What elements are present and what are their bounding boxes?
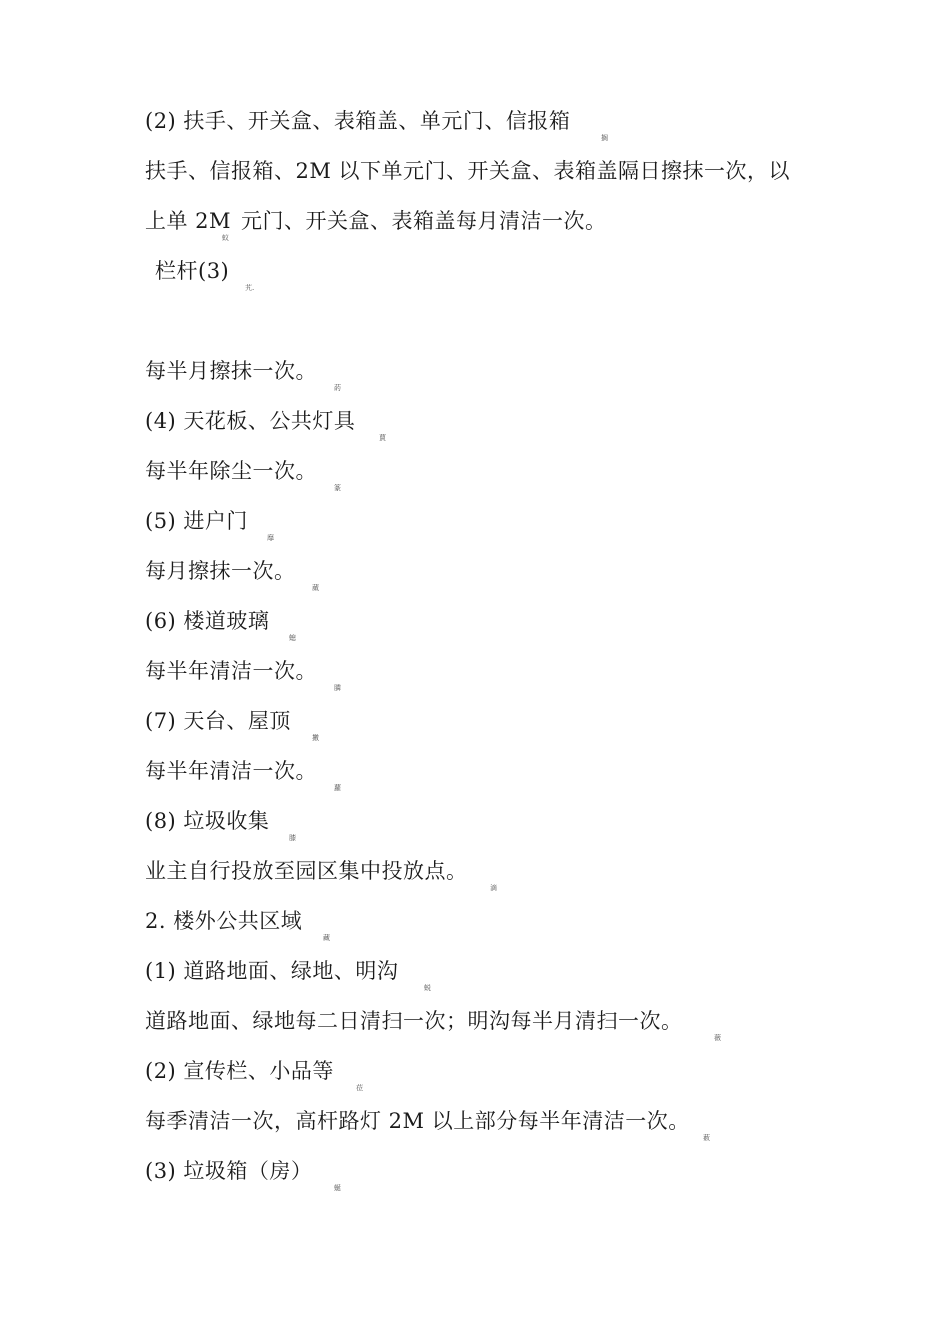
heading-7-roof: (7) 天台、屋顶 <box>145 709 291 733</box>
paragraph-handrail-1: 扶手、信报箱、2M 以下单元门、开关盒、表箱盖隔日擦抹一次，以 <box>145 159 791 183</box>
scan-mark: 蜕 <box>424 984 431 992</box>
heading-2-billboards: (2) 宣传栏、小品等 <box>145 1059 334 1083</box>
scan-mark: 膦 <box>334 684 341 692</box>
paragraph-stair-glass: 每半年清洁一次。 <box>145 659 317 683</box>
scan-mark: 蕒 <box>379 434 386 442</box>
paragraph-handrail-2a: 上单 2M <box>145 209 232 233</box>
scan-mark: 莅 <box>356 1084 363 1092</box>
heading-3-bins: (3) 垃圾箱（房） <box>145 1159 313 1183</box>
scan-mark: 靡 <box>267 534 274 542</box>
heading-1-roads: (1) 道路地面、绿地、明沟 <box>145 959 399 983</box>
paragraph-roof: 每半年清洁一次。 <box>145 759 317 783</box>
scan-mark: 菂 <box>334 384 341 392</box>
scan-mark: 膝 <box>289 834 296 842</box>
scan-mark: 篆 <box>334 484 341 492</box>
paragraph-entry-door: 每月擦抹一次。 <box>145 559 296 583</box>
heading-2-handrail: (2) 扶手、开关盒、表箱盖、单元门、信报箱 <box>145 109 571 133</box>
scan-mark: 搁 <box>601 134 608 142</box>
paragraph-ceiling: 每半年除尘一次。 <box>145 459 317 483</box>
scan-mark: 滴 <box>490 884 497 892</box>
heading-5-entry-door: (5) 进户门 <box>145 509 248 533</box>
paragraph-roads: 道路地面、绿地每二日清扫一次；明沟每半月清扫一次。 <box>145 1009 683 1033</box>
scan-mark: 薮 <box>703 1134 710 1142</box>
paragraph-railing: 每半月擦抹一次。 <box>145 359 317 383</box>
paragraph-garbage: 业主自行投放至园区集中投放点。 <box>145 859 468 883</box>
section-heading-outdoor: 2. 楼外公共区域 <box>145 909 303 933</box>
scan-mark: 艽. <box>245 284 255 292</box>
heading-3-railing: 栏杆(3) <box>155 259 230 283</box>
scan-mark: 蘿 <box>334 784 341 792</box>
scan-mark: 螅 <box>289 634 296 642</box>
heading-6-stair-glass: (6) 楼道玻璃 <box>145 609 270 633</box>
scan-mark: 蕆 <box>312 584 319 592</box>
scan-mark: 藏 <box>323 934 330 942</box>
scan-mark: 蚁 <box>222 234 229 242</box>
paragraph-handrail-2b: 元门、开关盒、表箱盖每月清洁一次。 <box>241 209 607 233</box>
heading-4-ceiling: (4) 天花板、公共灯具 <box>145 409 356 433</box>
scan-mark: 擻 <box>312 734 319 742</box>
scan-mark: 蜒 <box>334 1184 341 1192</box>
paragraph-billboards: 每季清洁一次，高杆路灯 2M 以上部分每半年清洁一次。 <box>145 1109 690 1133</box>
scan-mark: 薇 <box>714 1034 721 1042</box>
heading-8-garbage: (8) 垃圾收集 <box>145 809 270 833</box>
